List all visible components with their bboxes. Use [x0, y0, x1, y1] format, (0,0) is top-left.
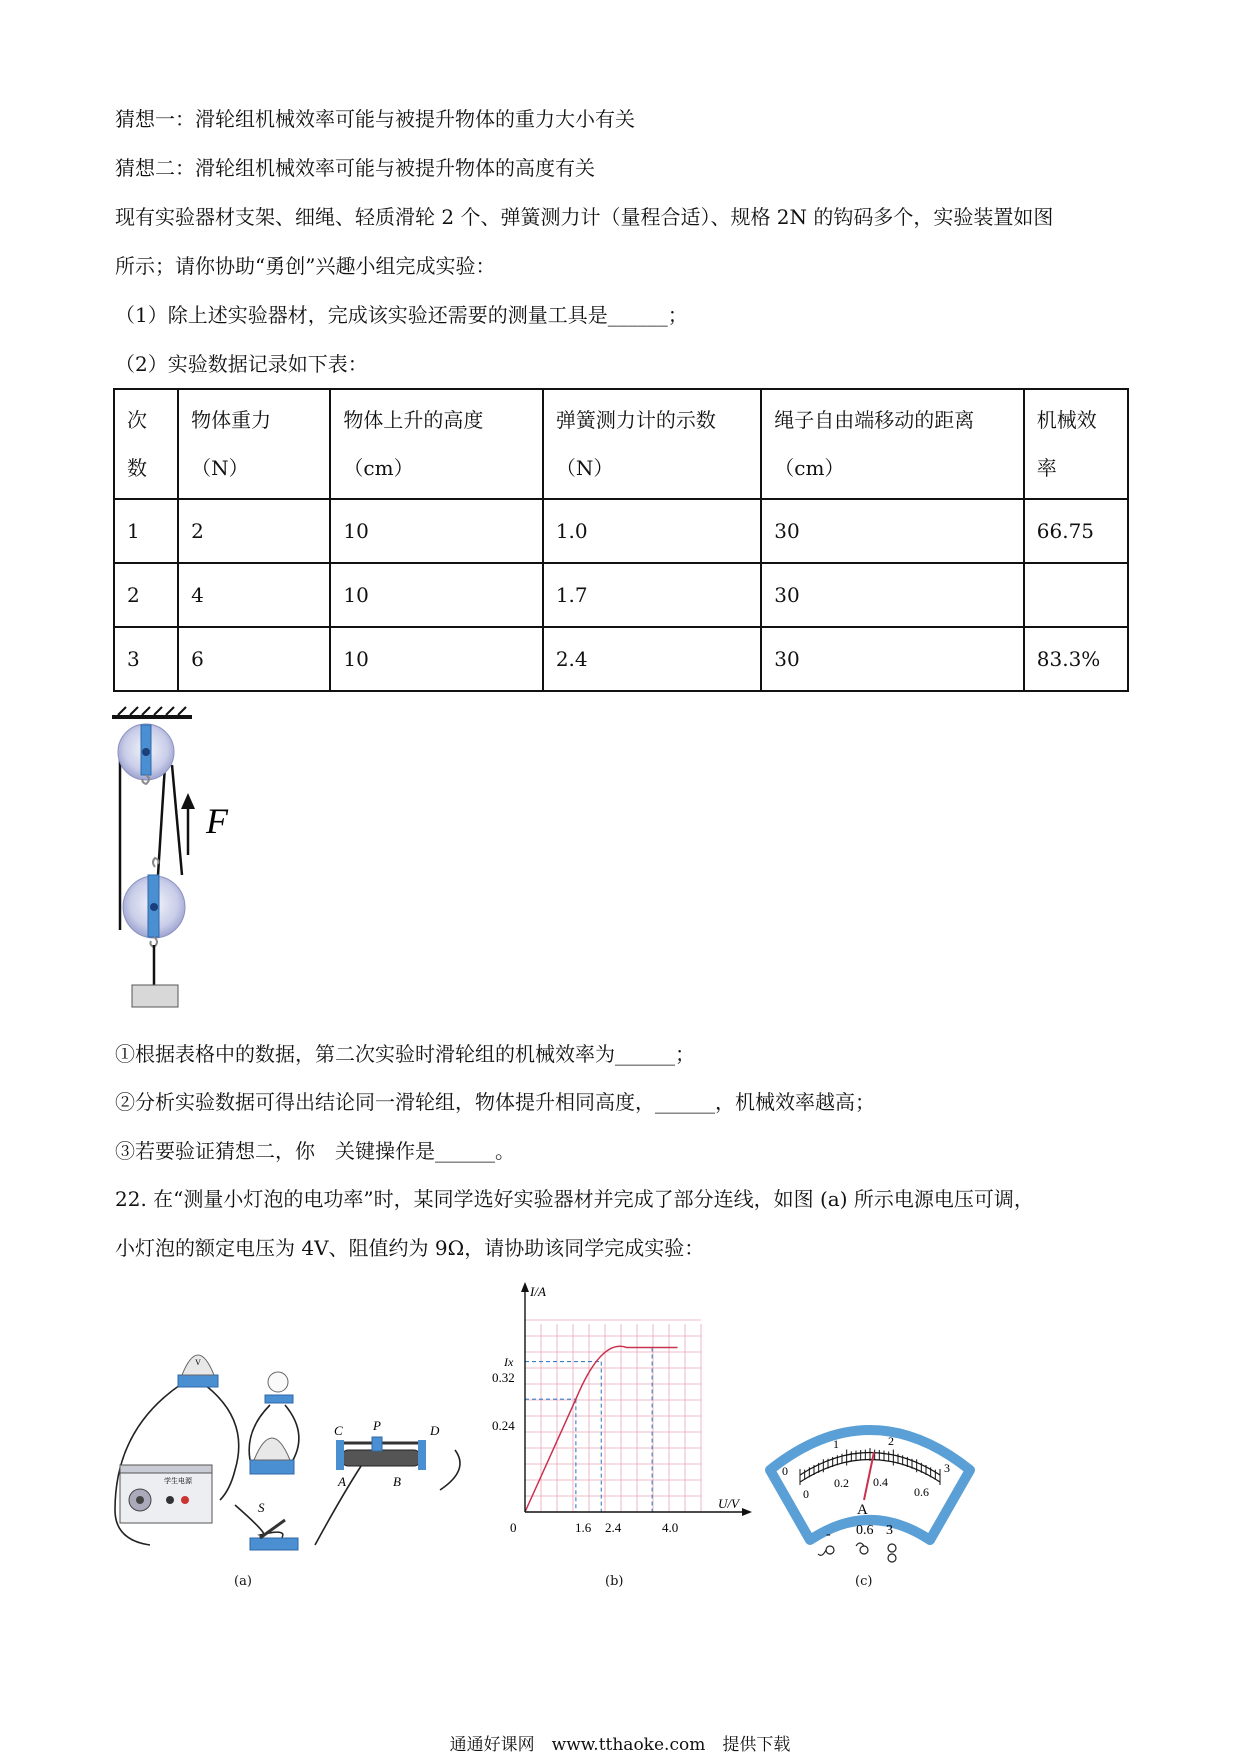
table-row	[114, 499, 1128, 563]
equipment-line-2: 所示；请你协助“勇创”兴趣小组完成实验：	[115, 254, 496, 278]
x-tick-16: 1.6	[575, 1520, 592, 1535]
power-supply-label: 学生电源	[164, 1477, 192, 1485]
table-cell: 2	[114, 563, 178, 627]
caption-b: (b)	[605, 1574, 624, 1589]
svg-text:0: 0	[782, 1464, 788, 1478]
header-force: 弹簧测力计的示数 （N）	[543, 389, 761, 499]
svg-text:-: -	[826, 1527, 831, 1542]
subquestion-2: ②分析实验数据可得出结论同一滑轮组，物体提升相同高度，______，机械效率越高；	[115, 1090, 875, 1114]
voltmeter	[178, 1355, 218, 1387]
header-trial: 次 数	[114, 389, 178, 499]
table-cell: 66.75	[1024, 499, 1128, 563]
caption-a: (a)	[234, 1574, 252, 1589]
svg-text:3: 3	[944, 1461, 950, 1475]
graph-grid	[525, 1320, 701, 1512]
svg-text:V: V	[195, 1358, 201, 1367]
table-cell: 83.3%	[1024, 627, 1128, 691]
svg-text:0.4: 0.4	[873, 1475, 888, 1489]
svg-text:1: 1	[833, 1437, 839, 1451]
force-arrow	[181, 793, 195, 855]
problem-22-line-2: 小灯泡的额定电压为 4V、阻值约为 9Ω，请协助该同学完成实验：	[115, 1236, 705, 1260]
y-tick-024: 0.24	[492, 1418, 515, 1433]
iv-graph	[480, 1282, 770, 1542]
header-height: 物体上升的高度 （cm）	[330, 389, 542, 499]
table-cell: 1	[114, 499, 178, 563]
table-cell: 4	[178, 563, 330, 627]
table-cell: 2	[178, 499, 330, 563]
svg-text:S: S	[258, 1500, 265, 1515]
x-axis-label: U/V	[718, 1496, 739, 1511]
svg-text:3: 3	[886, 1523, 893, 1538]
circuit-figure	[110, 1340, 480, 1580]
table-row	[114, 563, 1128, 627]
header-distance: 绳子自由端移动的距离 （cm）	[761, 389, 1024, 499]
table-header-row	[114, 389, 1128, 499]
subquestion-1: ①根据表格中的数据，第二次实验时滑轮组的机械效率为______；	[115, 1042, 695, 1066]
table-cell: 10	[330, 627, 542, 691]
ammeter-dial	[760, 1400, 980, 1570]
moving-pulley	[123, 858, 185, 947]
subquestion-3: ③若要验证猜想二，你 关键操作是______。	[115, 1139, 515, 1163]
guess-two: 猜想二：滑轮组机械效率可能与被提升物体的高度有关	[115, 156, 595, 180]
table-cell: 6	[178, 627, 330, 691]
y-axis-label: I/A	[530, 1284, 546, 1299]
guess-one: 猜想一：滑轮组机械效率可能与被提升物体的重力大小有关	[115, 107, 635, 131]
meter-terminals	[818, 1543, 896, 1562]
svg-text:B: B	[393, 1474, 401, 1489]
svg-text:2: 2	[888, 1434, 894, 1448]
table-cell: 1.0	[543, 499, 761, 563]
table-cell: 2.4	[543, 627, 761, 691]
question-1: （1）除上述实验器材，完成该实验还需要的测量工具是______；	[115, 303, 688, 327]
table-row	[114, 627, 1128, 691]
problem-22-line-1: 22. 在“测量小灯泡的电功率”时，某同学选好实验器材并完成了部分连线，如图 (a) 所示电源电压可调，	[115, 1187, 1034, 1211]
question-2: （2）实验数据记录如下表：	[115, 352, 368, 376]
rheostat	[334, 1418, 440, 1489]
pulley-diagram	[110, 705, 270, 1025]
svg-text:D: D	[430, 1423, 440, 1438]
y-tick-032: 0.32	[492, 1370, 515, 1385]
table-cell	[1024, 563, 1128, 627]
caption-c: (c)	[855, 1574, 873, 1589]
svg-text:0.2: 0.2	[834, 1476, 849, 1490]
y-tick-ix: Ix	[504, 1355, 514, 1369]
svg-text:0.6: 0.6	[856, 1523, 874, 1538]
origin-label: 0	[510, 1520, 517, 1535]
weight-block	[132, 985, 178, 1007]
equipment-line-1: 现有实验器材支架、细绳、轻质滑轮 2 个、弹簧测力计（量程合适）、规格 2N 的钩码多个，实验装置如图	[115, 205, 1054, 229]
table-cell: 10	[330, 563, 542, 627]
header-weight: 物体重力 （N）	[178, 389, 330, 499]
svg-text:0.6: 0.6	[914, 1485, 929, 1499]
power-supply	[120, 1465, 212, 1523]
light-bulb	[265, 1372, 293, 1403]
ammeter-device	[250, 1438, 294, 1474]
header-efficiency: 机械效 率	[1024, 389, 1128, 499]
table-cell: 30	[761, 499, 1024, 563]
table-cell: 1.7	[543, 563, 761, 627]
svg-text:C: C	[334, 1423, 343, 1438]
ceiling-support	[112, 707, 192, 717]
table-cell: 30	[761, 627, 1024, 691]
svg-text:P: P	[373, 1418, 381, 1433]
svg-text:0: 0	[803, 1487, 809, 1501]
page-footer: 通通好课网 www.tthaoke.com 提供下载	[449, 1735, 791, 1755]
table-cell: 10	[330, 499, 542, 563]
experiment-table	[113, 388, 1129, 692]
table-cell: 3	[114, 627, 178, 691]
force-label: F	[206, 801, 228, 841]
x-tick-24: 2.4	[605, 1520, 622, 1535]
table-cell: 30	[761, 563, 1024, 627]
svg-text:A: A	[338, 1474, 346, 1489]
x-tick-40: 4.0	[662, 1520, 679, 1535]
meter-unit: A	[857, 1502, 868, 1518]
